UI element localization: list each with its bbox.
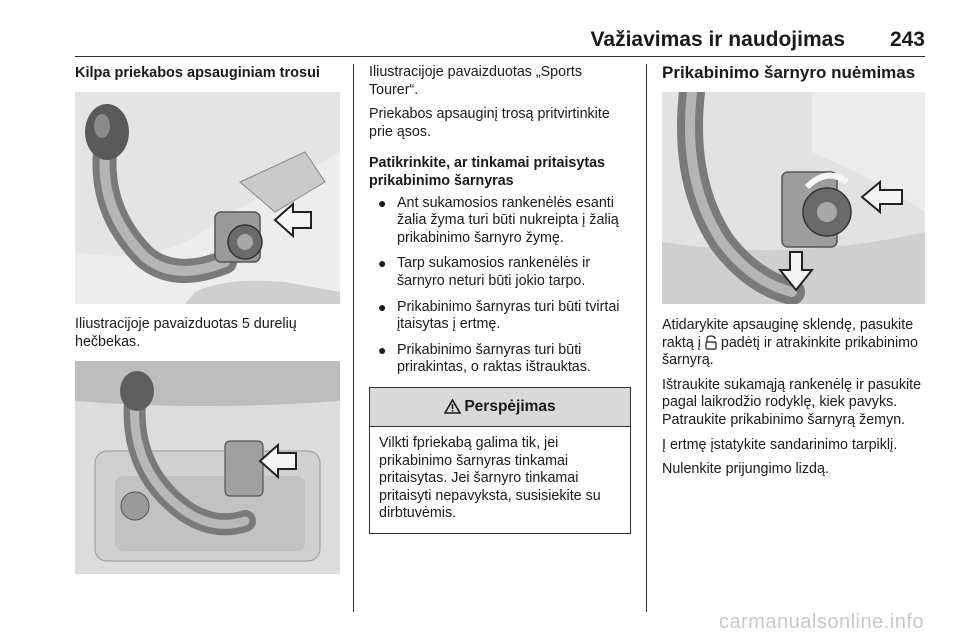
- column-2: [369, 64, 631, 534]
- watermark: carmanualsonline.info: [718, 611, 924, 633]
- column-3: [662, 64, 928, 486]
- column-1: [75, 64, 340, 574]
- bullet-icon: ●: [378, 298, 387, 315]
- paragraph-pull-knob: Ištraukite sukamąją rankenėlę ir pasukite pagal laikrodžio rodyklę, kiek pavyks. Patraukite prikabinimo šarnyrą žemyn.: [662, 376, 922, 428]
- figure-hatchback-tow-eye: [75, 92, 340, 304]
- bullet-icon: ●: [378, 341, 387, 358]
- section-title-removal: Prikabinimo šarnyro nuėmimas: [662, 63, 916, 82]
- paragraph-insert-plug: Į ertmę įstatykite sandarinimo tarpiklį.: [662, 436, 898, 453]
- paragraph-attach-cable: Priekabos apsauginį trosą pritvirtinkite prie ąsos.: [369, 106, 610, 140]
- column-divider: [646, 64, 647, 612]
- figure-sports-tourer-tow-eye: [75, 361, 340, 574]
- page-number: 243: [889, 28, 925, 51]
- figure-ball-removal: [662, 92, 925, 304]
- check-title: Patikrinkite, ar tinkamai pritaisytas prikabinimo šarnyras: [369, 155, 606, 189]
- list-item: ● Tarp sukamosios rankenėlės ir šarnyro neturi būti jokio tarpo.: [378, 255, 591, 289]
- paragraph-fold-socket: Nulenkite prijungimo lizdą.: [662, 461, 829, 478]
- list-item: ● Ant sukamosios rankenėlės esanti žalia žyma turi būti nukreipta į žalią prikabinimo šarnyro žymę.: [378, 194, 619, 246]
- page-header: [75, 26, 925, 57]
- list-item: ● Prikabinimo šarnyras turi būti tvirtai įtaisytas į ertmę.: [378, 298, 620, 333]
- column-divider: [353, 64, 354, 612]
- warning-triangle-icon: [444, 399, 461, 414]
- paragraph-open-cover: Atidarykite apsauginę sklendę, pasukite raktą į padėtį ir atrakinkite prikabinimo šarnyrą.: [662, 317, 918, 369]
- list-item: ● Prikabinimo šarnyras turi būti prirakintas, o raktas ištrauktas.: [378, 341, 591, 376]
- check-list: [369, 195, 631, 377]
- warning-box: [369, 387, 631, 534]
- bullet-icon: ●: [378, 255, 387, 272]
- section-title-tow-eye: Kilpa priekabos apsauginiam trosui: [75, 65, 320, 81]
- bullet-icon: ●: [378, 194, 387, 211]
- warning-header: [370, 388, 630, 427]
- header-title: Važiavimas ir naudojimas: [590, 28, 845, 51]
- unlock-symbol-icon: [705, 335, 717, 350]
- warning-title: Perspėjimas: [464, 397, 556, 415]
- caption-hatchback: Iliustracijoje pavaizduotas 5 durelių hečbekas.: [75, 316, 297, 350]
- paragraph-sports-tourer: Iliustracijoje pavaizduotas „Sports Tourer“.: [369, 64, 582, 98]
- warning-body: Vilkti fpriekabą galima tik, jei prikabinimo šarnyras tinkamai pritaisytas. Jei šarnyro tinkamai pritaisyti nepavyksta, susisiekite su dirbtuvėmis.: [379, 434, 601, 522]
